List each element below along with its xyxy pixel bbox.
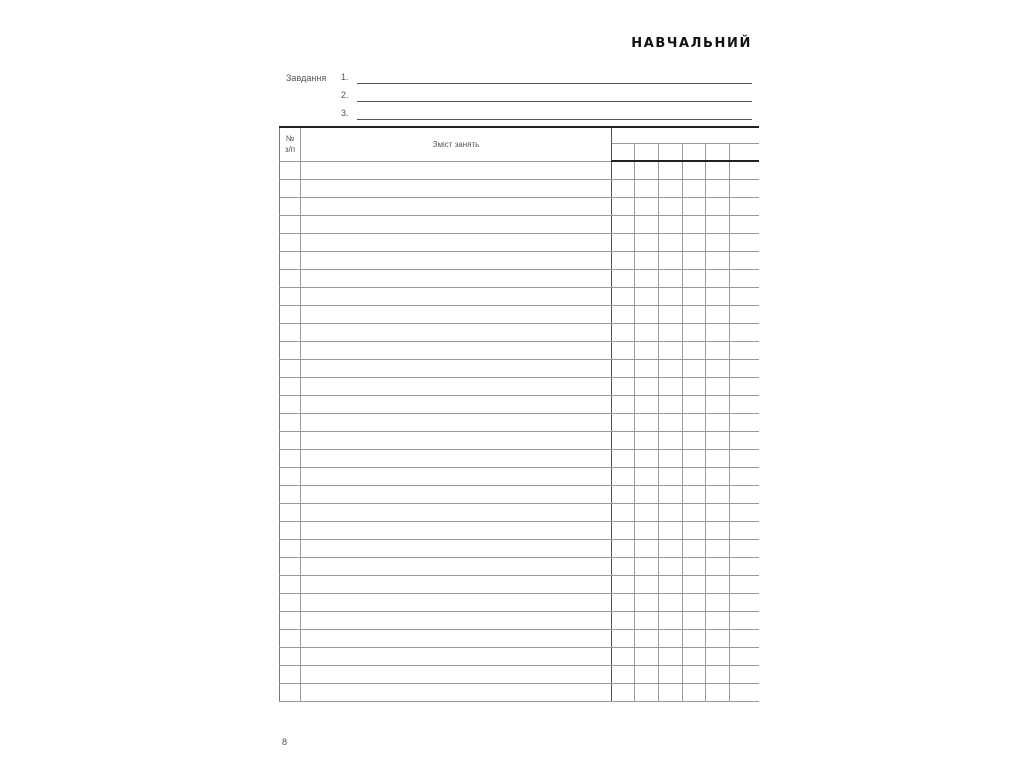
row-mark-cell[interactable] (635, 683, 659, 701)
table-row (280, 431, 759, 449)
row-mark-cell[interactable] (612, 269, 635, 287)
row-content-cell[interactable] (301, 629, 612, 647)
row-mark-cell[interactable] (659, 629, 683, 647)
row-number-cell[interactable] (280, 197, 301, 215)
table-row (280, 449, 759, 467)
row-number-cell[interactable] (280, 539, 301, 557)
row-mark-cell[interactable] (730, 233, 759, 251)
table-row (280, 215, 759, 233)
task-line (357, 119, 752, 120)
row-mark-cell[interactable] (635, 305, 659, 323)
row-mark-cell[interactable] (612, 215, 635, 233)
row-mark-cell[interactable] (635, 359, 659, 377)
row-mark-cell[interactable] (730, 161, 759, 179)
row-mark-cell[interactable] (659, 467, 683, 485)
row-content-cell[interactable] (301, 305, 612, 323)
header-mark-cell (612, 143, 635, 161)
row-mark-cell[interactable] (659, 341, 683, 359)
row-mark-cell[interactable] (706, 611, 730, 629)
table-row (280, 647, 759, 665)
row-mark-cell[interactable] (683, 233, 706, 251)
row-content-cell[interactable] (301, 683, 612, 701)
table-row (280, 413, 759, 431)
row-mark-cell[interactable] (659, 611, 683, 629)
row-mark-cell[interactable] (730, 503, 759, 521)
row-mark-cell[interactable] (683, 413, 706, 431)
header-mark-cell (659, 143, 683, 161)
row-mark-cell[interactable] (659, 665, 683, 683)
row-mark-cell[interactable] (612, 341, 635, 359)
table-row (280, 269, 759, 287)
row-mark-cell[interactable] (635, 413, 659, 431)
row-mark-cell[interactable] (612, 503, 635, 521)
row-mark-cell[interactable] (612, 251, 635, 269)
row-mark-cell[interactable] (683, 629, 706, 647)
row-content-cell[interactable] (301, 377, 612, 395)
row-content-cell[interactable] (301, 197, 612, 215)
row-mark-cell[interactable] (683, 323, 706, 341)
row-mark-cell[interactable] (706, 647, 730, 665)
row-mark-cell[interactable] (612, 413, 635, 431)
row-mark-cell[interactable] (730, 287, 759, 305)
table-row (280, 665, 759, 683)
row-mark-cell[interactable] (635, 395, 659, 413)
row-mark-cell[interactable] (635, 431, 659, 449)
table-row (280, 323, 759, 341)
row-mark-cell[interactable] (683, 377, 706, 395)
row-number-cell[interactable] (280, 449, 301, 467)
row-number-cell[interactable] (280, 665, 301, 683)
row-number-cell[interactable] (280, 179, 301, 197)
row-mark-cell[interactable] (635, 629, 659, 647)
row-content-cell[interactable] (301, 359, 612, 377)
row-mark-cell[interactable] (659, 413, 683, 431)
row-mark-cell[interactable] (706, 251, 730, 269)
row-mark-cell[interactable] (730, 593, 759, 611)
row-mark-cell[interactable] (730, 179, 759, 197)
row-mark-cell[interactable] (730, 413, 759, 431)
row-mark-cell[interactable] (659, 647, 683, 665)
row-content-cell[interactable] (301, 413, 612, 431)
row-mark-cell[interactable] (683, 503, 706, 521)
row-mark-cell[interactable] (612, 611, 635, 629)
row-mark-cell[interactable] (706, 323, 730, 341)
row-mark-cell[interactable] (706, 575, 730, 593)
table-row (280, 377, 759, 395)
row-mark-cell[interactable] (730, 215, 759, 233)
table-row (280, 395, 759, 413)
row-mark-cell[interactable] (706, 395, 730, 413)
row-mark-cell[interactable] (730, 197, 759, 215)
page-number: 8 (282, 737, 288, 747)
table-row (280, 359, 759, 377)
row-content-cell[interactable] (301, 431, 612, 449)
row-content-cell[interactable] (301, 215, 612, 233)
row-mark-cell[interactable] (659, 683, 683, 701)
header-mark-cell (730, 143, 759, 161)
row-mark-cell[interactable] (706, 179, 730, 197)
row-mark-cell[interactable] (683, 269, 706, 287)
row-content-cell[interactable] (301, 341, 612, 359)
row-mark-cell[interactable] (635, 485, 659, 503)
row-mark-cell[interactable] (612, 359, 635, 377)
row-mark-cell[interactable] (683, 215, 706, 233)
row-mark-cell[interactable] (683, 395, 706, 413)
row-mark-cell[interactable] (706, 557, 730, 575)
row-mark-cell[interactable] (683, 557, 706, 575)
row-mark-cell[interactable] (683, 179, 706, 197)
row-mark-cell[interactable] (683, 305, 706, 323)
row-mark-cell[interactable] (612, 593, 635, 611)
row-mark-cell[interactable] (659, 323, 683, 341)
table-row (280, 305, 759, 323)
table-row (280, 575, 759, 593)
row-mark-cell[interactable] (635, 215, 659, 233)
table-row (280, 251, 759, 269)
row-mark-cell[interactable] (659, 557, 683, 575)
row-mark-cell[interactable] (635, 539, 659, 557)
row-mark-cell[interactable] (730, 611, 759, 629)
row-mark-cell[interactable] (635, 647, 659, 665)
row-mark-cell[interactable] (659, 251, 683, 269)
row-mark-cell[interactable] (706, 197, 730, 215)
row-mark-cell[interactable] (730, 467, 759, 485)
task-number: 3. (341, 108, 349, 118)
table-row (280, 287, 759, 305)
row-content-cell[interactable] (301, 161, 612, 179)
row-mark-cell[interactable] (612, 377, 635, 395)
row-mark-cell[interactable] (730, 683, 759, 701)
row-mark-cell[interactable] (706, 503, 730, 521)
row-mark-cell[interactable] (730, 431, 759, 449)
row-mark-cell[interactable] (706, 593, 730, 611)
journal-table (279, 126, 758, 714)
table-row (280, 593, 759, 611)
row-mark-cell[interactable] (706, 449, 730, 467)
row-number-cell[interactable] (280, 611, 301, 629)
row-mark-cell[interactable] (635, 467, 659, 485)
row-mark-cell[interactable] (683, 665, 706, 683)
row-mark-cell[interactable] (706, 233, 730, 251)
row-mark-cell[interactable] (730, 359, 759, 377)
row-mark-cell[interactable] (659, 161, 683, 179)
task-row-3 (341, 108, 752, 120)
row-mark-cell[interactable] (706, 683, 730, 701)
row-content-cell[interactable] (301, 593, 612, 611)
row-mark-cell[interactable] (706, 359, 730, 377)
table-row (280, 557, 759, 575)
row-number-cell[interactable] (280, 287, 301, 305)
row-mark-cell[interactable] (706, 269, 730, 287)
row-mark-cell[interactable] (683, 683, 706, 701)
row-content-cell[interactable] (301, 287, 612, 305)
row-mark-cell[interactable] (683, 449, 706, 467)
task-number: 1. (341, 72, 349, 82)
row-mark-cell[interactable] (612, 629, 635, 647)
row-content-cell[interactable] (301, 269, 612, 287)
row-mark-cell[interactable] (635, 179, 659, 197)
row-mark-cell[interactable] (659, 287, 683, 305)
header-mark-cell (683, 143, 706, 161)
row-number-cell[interactable] (280, 629, 301, 647)
row-number-cell[interactable] (280, 467, 301, 485)
row-content-cell[interactable] (301, 503, 612, 521)
row-mark-cell[interactable] (635, 557, 659, 575)
row-mark-cell[interactable] (730, 269, 759, 287)
row-mark-cell[interactable] (635, 251, 659, 269)
row-mark-cell[interactable] (659, 179, 683, 197)
row-mark-cell[interactable] (612, 233, 635, 251)
row-mark-cell[interactable] (706, 413, 730, 431)
task-line (357, 101, 752, 102)
row-content-cell[interactable] (301, 323, 612, 341)
row-number-cell[interactable] (280, 305, 301, 323)
row-mark-cell[interactable] (683, 521, 706, 539)
tasks-label: Завдання (286, 73, 327, 83)
row-number-cell[interactable] (280, 341, 301, 359)
row-number-cell[interactable] (280, 485, 301, 503)
row-mark-cell[interactable] (612, 449, 635, 467)
row-mark-cell[interactable] (683, 287, 706, 305)
table-row (280, 683, 759, 701)
table-row (280, 629, 759, 647)
row-number-cell[interactable] (280, 359, 301, 377)
row-mark-cell[interactable] (683, 647, 706, 665)
row-mark-cell[interactable] (683, 161, 706, 179)
row-number-cell[interactable] (280, 323, 301, 341)
row-mark-cell[interactable] (706, 485, 730, 503)
row-mark-cell[interactable] (730, 305, 759, 323)
row-mark-cell[interactable] (612, 485, 635, 503)
row-mark-cell[interactable] (659, 431, 683, 449)
row-mark-cell[interactable] (612, 395, 635, 413)
row-mark-cell[interactable] (730, 665, 759, 683)
header-num-abbr: з/п (284, 145, 296, 155)
row-mark-cell[interactable] (612, 557, 635, 575)
header-mark-cell (706, 143, 730, 161)
row-mark-cell[interactable] (612, 521, 635, 539)
row-number-cell[interactable] (280, 557, 301, 575)
row-mark-cell[interactable] (659, 503, 683, 521)
row-number-cell[interactable] (280, 647, 301, 665)
row-mark-cell[interactable] (659, 485, 683, 503)
row-mark-cell[interactable] (612, 431, 635, 449)
row-mark-cell[interactable] (659, 233, 683, 251)
page-title: НАВЧАЛЬНИЙ (631, 36, 752, 51)
row-number-cell[interactable] (280, 431, 301, 449)
header-marks (612, 127, 759, 143)
row-mark-cell[interactable] (730, 575, 759, 593)
row-number-cell[interactable] (280, 215, 301, 233)
table-row (280, 179, 759, 197)
row-mark-cell[interactable] (635, 341, 659, 359)
row-mark-cell[interactable] (683, 359, 706, 377)
row-mark-cell[interactable] (659, 449, 683, 467)
row-number-cell[interactable] (280, 251, 301, 269)
row-number-cell[interactable] (280, 503, 301, 521)
row-mark-cell[interactable] (635, 665, 659, 683)
row-number-cell[interactable] (280, 521, 301, 539)
header-mark-cell (635, 143, 659, 161)
row-content-cell[interactable] (301, 647, 612, 665)
row-mark-cell[interactable] (683, 431, 706, 449)
row-mark-cell[interactable] (730, 251, 759, 269)
row-mark-cell[interactable] (683, 197, 706, 215)
row-mark-cell[interactable] (730, 395, 759, 413)
row-number-cell[interactable] (280, 575, 301, 593)
row-mark-cell[interactable] (730, 341, 759, 359)
header-content: Зміст занять (301, 127, 612, 161)
row-mark-cell[interactable] (635, 269, 659, 287)
row-mark-cell[interactable] (706, 467, 730, 485)
row-mark-cell[interactable] (706, 665, 730, 683)
row-mark-cell[interactable] (635, 521, 659, 539)
table-row (280, 233, 759, 251)
row-mark-cell[interactable] (706, 629, 730, 647)
row-mark-cell[interactable] (612, 179, 635, 197)
row-content-cell[interactable] (301, 665, 612, 683)
journal-grid (279, 126, 759, 702)
row-mark-cell[interactable] (730, 521, 759, 539)
row-mark-cell[interactable] (683, 575, 706, 593)
row-mark-cell[interactable] (706, 377, 730, 395)
row-mark-cell[interactable] (635, 377, 659, 395)
row-mark-cell[interactable] (730, 629, 759, 647)
row-mark-cell[interactable] (659, 377, 683, 395)
row-mark-cell[interactable] (659, 269, 683, 287)
tasks-section (286, 70, 754, 120)
row-mark-cell[interactable] (635, 161, 659, 179)
row-content-cell[interactable] (301, 233, 612, 251)
row-mark-cell[interactable] (659, 215, 683, 233)
row-mark-cell[interactable] (612, 665, 635, 683)
task-row-2 (341, 90, 752, 102)
row-mark-cell[interactable] (659, 539, 683, 557)
row-content-cell[interactable] (301, 467, 612, 485)
row-mark-cell[interactable] (683, 467, 706, 485)
row-mark-cell[interactable] (706, 161, 730, 179)
row-mark-cell[interactable] (635, 287, 659, 305)
row-number-cell[interactable] (280, 233, 301, 251)
row-mark-cell[interactable] (635, 449, 659, 467)
row-number-cell[interactable] (280, 395, 301, 413)
row-content-cell[interactable] (301, 539, 612, 557)
row-mark-cell[interactable] (635, 233, 659, 251)
row-mark-cell[interactable] (706, 539, 730, 557)
row-mark-cell[interactable] (612, 647, 635, 665)
header-num-symbol: № (285, 134, 295, 144)
row-mark-cell[interactable] (706, 341, 730, 359)
row-mark-cell[interactable] (730, 377, 759, 395)
row-mark-cell[interactable] (659, 395, 683, 413)
row-mark-cell[interactable] (683, 611, 706, 629)
row-mark-cell[interactable] (706, 215, 730, 233)
row-mark-cell[interactable] (706, 305, 730, 323)
task-number: 2. (341, 90, 349, 100)
header-num (280, 127, 301, 161)
row-number-cell[interactable] (280, 161, 301, 179)
row-mark-cell[interactable] (706, 431, 730, 449)
row-mark-cell[interactable] (635, 611, 659, 629)
row-content-cell[interactable] (301, 557, 612, 575)
row-mark-cell[interactable] (730, 557, 759, 575)
row-number-cell[interactable] (280, 683, 301, 701)
row-mark-cell[interactable] (635, 575, 659, 593)
row-content-cell[interactable] (301, 611, 612, 629)
row-content-cell[interactable] (301, 449, 612, 467)
table-row (280, 197, 759, 215)
row-mark-cell[interactable] (683, 593, 706, 611)
row-number-cell[interactable] (280, 377, 301, 395)
table-row (280, 485, 759, 503)
row-mark-cell[interactable] (612, 287, 635, 305)
row-mark-cell[interactable] (730, 539, 759, 557)
row-number-cell[interactable] (280, 269, 301, 287)
table-row (280, 539, 759, 557)
task-line (357, 83, 752, 84)
row-content-cell[interactable] (301, 485, 612, 503)
row-mark-cell[interactable] (612, 197, 635, 215)
row-mark-cell[interactable] (612, 575, 635, 593)
row-content-cell[interactable] (301, 521, 612, 539)
row-mark-cell[interactable] (683, 485, 706, 503)
row-mark-cell[interactable] (730, 449, 759, 467)
row-mark-cell[interactable] (659, 575, 683, 593)
table-row (280, 341, 759, 359)
table-row (280, 611, 759, 629)
row-mark-cell[interactable] (635, 503, 659, 521)
row-mark-cell[interactable] (730, 485, 759, 503)
table-row (280, 521, 759, 539)
table-row (280, 467, 759, 485)
task-row-1 (341, 72, 752, 84)
row-mark-cell[interactable] (612, 467, 635, 485)
row-mark-cell[interactable] (706, 287, 730, 305)
row-content-cell[interactable] (301, 251, 612, 269)
row-mark-cell[interactable] (612, 323, 635, 341)
row-mark-cell[interactable] (612, 539, 635, 557)
row-number-cell[interactable] (280, 413, 301, 431)
row-number-cell[interactable] (280, 593, 301, 611)
row-mark-cell[interactable] (659, 197, 683, 215)
row-mark-cell[interactable] (612, 161, 635, 179)
row-mark-cell[interactable] (683, 341, 706, 359)
row-content-cell[interactable] (301, 575, 612, 593)
row-mark-cell[interactable] (612, 683, 635, 701)
row-mark-cell[interactable] (730, 323, 759, 341)
row-mark-cell[interactable] (659, 521, 683, 539)
row-mark-cell[interactable] (659, 305, 683, 323)
row-mark-cell[interactable] (635, 323, 659, 341)
row-mark-cell[interactable] (635, 593, 659, 611)
row-mark-cell[interactable] (730, 647, 759, 665)
row-mark-cell[interactable] (706, 521, 730, 539)
row-mark-cell[interactable] (659, 359, 683, 377)
table-row (280, 503, 759, 521)
row-mark-cell[interactable] (683, 539, 706, 557)
row-mark-cell[interactable] (635, 197, 659, 215)
row-mark-cell[interactable] (683, 251, 706, 269)
row-content-cell[interactable] (301, 395, 612, 413)
table-row (280, 161, 759, 179)
row-mark-cell[interactable] (659, 593, 683, 611)
row-mark-cell[interactable] (612, 305, 635, 323)
row-content-cell[interactable] (301, 179, 612, 197)
